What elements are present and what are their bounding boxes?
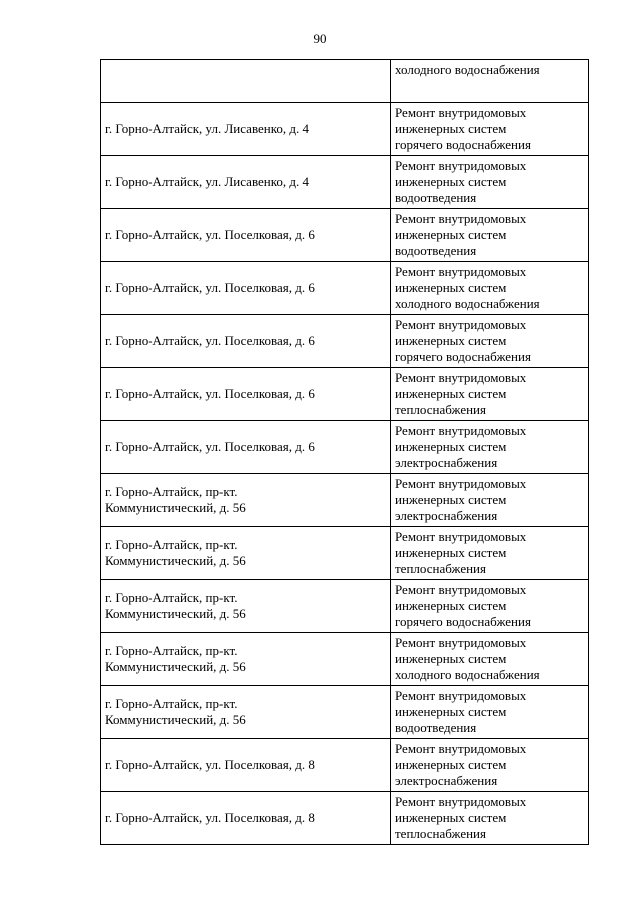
address-cell: г. Горно-Алтайск, ул. Поселковая, д. 6 bbox=[101, 262, 391, 315]
table-row bbox=[101, 421, 589, 474]
address-cell: г. Горно-Алтайск, ул. Поселковая, д. 6 bbox=[101, 368, 391, 421]
address-cell: г. Горно-Алтайск, пр-кт. Коммунистический, д. 56 bbox=[101, 527, 391, 580]
address-cell: г. Горно-Алтайск, ул. Лисавенко, д. 4 bbox=[101, 156, 391, 209]
address-cell bbox=[101, 60, 391, 103]
address-cell: г. Горно-Алтайск, ул. Поселковая, д. 8 bbox=[101, 792, 391, 845]
address-cell: г. Горно-Алтайск, ул. Поселковая, д. 8 bbox=[101, 739, 391, 792]
work-type-cell: Ремонт внутридомовых инженерных систем теплоснабжения bbox=[391, 792, 589, 845]
table-row bbox=[101, 686, 589, 739]
table-row bbox=[101, 527, 589, 580]
work-type-cell: холодного водоснабжения bbox=[391, 60, 589, 103]
work-type-cell: Ремонт внутридомовых инженерных систем холодного водоснабжения bbox=[391, 633, 589, 686]
table-row bbox=[101, 633, 589, 686]
table-row bbox=[101, 60, 589, 103]
address-cell: г. Горно-Алтайск, пр-кт. Коммунистический, д. 56 bbox=[101, 580, 391, 633]
table-row bbox=[101, 209, 589, 262]
work-type-cell: Ремонт внутридомовых инженерных систем электроснабжения bbox=[391, 421, 589, 474]
table-row bbox=[101, 262, 589, 315]
work-type-cell: Ремонт внутридомовых инженерных систем водоотведения bbox=[391, 686, 589, 739]
work-type-cell: Ремонт внутридомовых инженерных систем электроснабжения bbox=[391, 739, 589, 792]
work-type-cell: Ремонт внутридомовых инженерных систем водоотведения bbox=[391, 209, 589, 262]
address-cell: г. Горно-Алтайск, ул. Лисавенко, д. 4 bbox=[101, 103, 391, 156]
work-type-cell: Ремонт внутридомовых инженерных систем холодного водоснабжения bbox=[391, 262, 589, 315]
table-row bbox=[101, 580, 589, 633]
address-cell: г. Горно-Алтайск, ул. Поселковая, д. 6 bbox=[101, 421, 391, 474]
work-type-cell: Ремонт внутридомовых инженерных систем теплоснабжения bbox=[391, 527, 589, 580]
address-cell: г. Горно-Алтайск, пр-кт. Коммунистический, д. 56 bbox=[101, 474, 391, 527]
address-cell: г. Горно-Алтайск, ул. Поселковая, д. 6 bbox=[101, 209, 391, 262]
work-type-cell: Ремонт внутридомовых инженерных систем горячего водоснабжения bbox=[391, 315, 589, 368]
table-row bbox=[101, 368, 589, 421]
page-number: 90 bbox=[313, 31, 327, 46]
table-row bbox=[101, 474, 589, 527]
table-row bbox=[101, 103, 589, 156]
work-type-cell: Ремонт внутридомовых инженерных систем водоотведения bbox=[391, 156, 589, 209]
address-cell: г. Горно-Алтайск, пр-кт. Коммунистический, д. 56 bbox=[101, 633, 391, 686]
table-row bbox=[101, 156, 589, 209]
address-cell: г. Горно-Алтайск, пр-кт. Коммунистический, д. 56 bbox=[101, 686, 391, 739]
work-type-cell: Ремонт внутридомовых инженерных систем электроснабжения bbox=[391, 474, 589, 527]
work-type-cell: Ремонт внутридомовых инженерных систем горячего водоснабжения bbox=[391, 103, 589, 156]
works-table bbox=[100, 59, 589, 845]
table-row bbox=[101, 792, 589, 845]
work-type-cell: Ремонт внутридомовых инженерных систем горячего водоснабжения bbox=[391, 580, 589, 633]
table-row bbox=[101, 739, 589, 792]
work-type-cell: Ремонт внутридомовых инженерных систем теплоснабжения bbox=[391, 368, 589, 421]
address-cell: г. Горно-Алтайск, ул. Поселковая, д. 6 bbox=[101, 315, 391, 368]
table-row bbox=[101, 315, 589, 368]
works-table-body bbox=[101, 60, 589, 845]
